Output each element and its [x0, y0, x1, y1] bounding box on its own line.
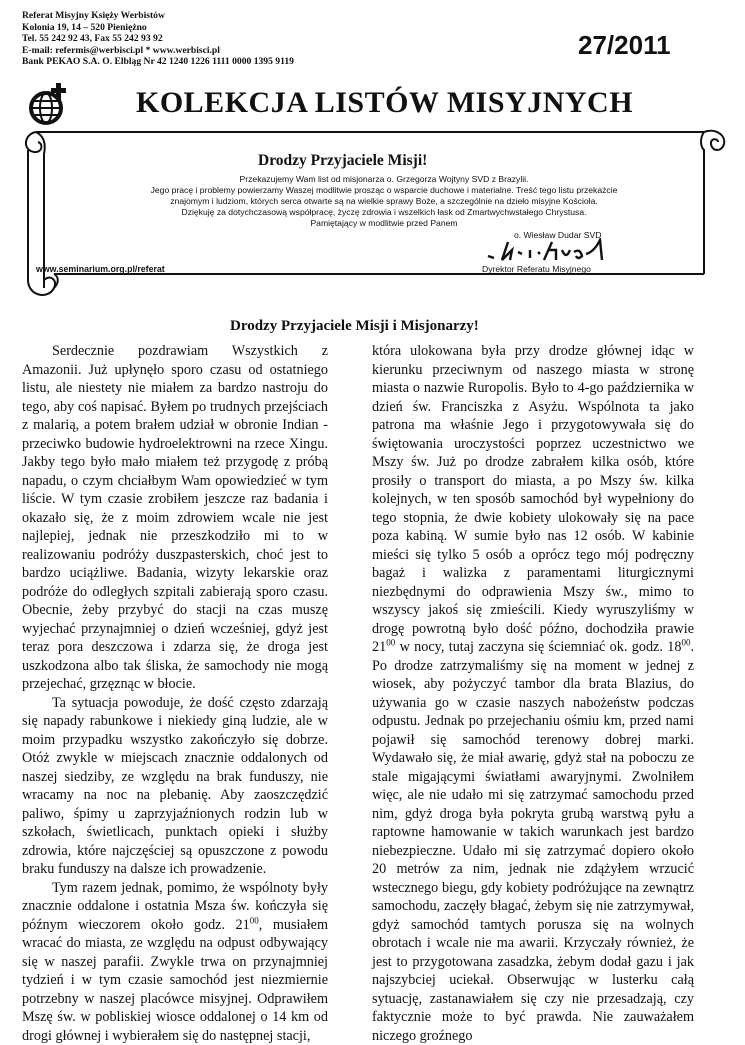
header-contact-block: [22, 10, 294, 68]
org-phone: Tel. 55 242 92 43, Fax 55 242 93 92: [22, 33, 294, 45]
intro-text: [84, 174, 684, 229]
org-address: Kolonia 19, 14 – 520 Pieniężno: [22, 22, 294, 34]
paragraph-text: . Po drodze zatrzymaliśmy się na moment w jednej z wiosek, aby pożyczyć tambor dla brata Blazius, do używania go w czasie naszych nabożeństw podczas odpustu. Jednak po przejechaniu ośmiu km, przed nami pojawił się samochód terenowy dobrej marki. Wydawało się, że miał awarię, gdyż stał na poboczu ze stale migającymi światłami awaryjnymi. Zwolniłem więc, ale nie udało mi się zatrzymać samochodu przed nim, gdyż droga była pokryta grubą warstwą pyłu a raptowne hamowanie w takich warunkach jest bardzo niebezpieczne. Udało mi się zatrzymać dopiero około 20 metrów za nim, jednak nie zdążyłem wrzucić wstecznego biegu, gdy kobiety podróżujące na zewnątrz samochodu, zaczęły błagać, żebym się nie zatrzymywał, gdyż samochód tamtych porusza się na wolnych obrotach i wcale nie ma awarii. Krzyczały również, że jest to przygotowana zasadzka, żebym dodał gazu i jak najszybciej uciekał. Obserwując w lusterku całą sytuację, zastanawiałem się czy nie przesadzają, czy faktycznie może to być prawda. Nie zauważałem niczego groźnego: [372, 639, 694, 1044]
intro-line: znajomym i ludziom, których serca otwarte są na wielkie sprawy Boże, a szczególnie na dzieło misyjne Kościoła.: [84, 196, 684, 207]
paragraph-text: która ulokowana była przy drodze głównej idąc w kierunku przeciwnym od naszego miasta w stronę miasta o nazwie Ruropolis. Było to 4-go października w dzień św. Franciszka z Asyżu. Wspólnota ta jako patrona ma właśnie Jego i przygotowywała się do świętowania uroczystości poprzez uczestnictwo we Mszy św. Już po drodze zabrałem kilka osób, które prosiły o transport do miasta, a po Mszy św. kilka kolejnych, w ten sposób samochód był wypełniony do tego stopnia, że dwie kobiety ulokowały się na pace poza kabiną. W sumie było nas 12 osób. W kabinie mieści się tylko 5 osób a oprócz tego mój podręczny bagaż i walizka z paramentami liturgicznymi niezbędnymi do odprawienia Mszy św., mimo to wszyscy jakoś się zmieścili. Kiedy wyruszyliśmy w drogę powrotną było dość późno, dochodziła prawie 21: [372, 343, 694, 655]
time-superscript: 00: [250, 915, 259, 925]
paragraph: Serdecznie pozdrawiam Wszystkich z Amazonii. Już upłynęło sporo czasu od ostatniego listu, ale niestety nie miałem za bardzo nastroju do tego, aby coś napisać. Byłem po trudnych przejściach z malarią, a potem brałem udział w obronie Indian - przeciwko budowie hydroelektrowni na rzece Xingu. Jakby tego było mało miałem też przygodę z próbą napadu, o czym chciałbym Wam opowiedzieć w tym liście. W tym czasie zrobiłem jeszcze raz badania i okazało się, że z moim zdrowiem wcale nie jest najlepiej, jednak nie przeszkodziło mi to w realizowaniu podróży duszpasterskich, choć jest to bardzo uciążliwe. Badania, wizyty lekarskie oraz podróże do odległych szpitali zabierają sporo czasu. Obecnie, żeby przybyć do stacji na czas muszę wyjechać przynajmniej o dzień wcześniej, gdyż jest teraz pora deszczowa i zdarza się, że droga jest uszkodzona albo tak śliska, że samochody nie mogą przejechać, grzęznąc w błocie.: [22, 342, 328, 694]
signature-role: Dyrektor Referatu Misyjnego: [482, 264, 591, 274]
paragraph: [22, 879, 328, 1045]
org-bank: Bank PEKAO S.A. O. Elbląg Nr 42 1240 1226 1111 0000 1395 9119: [22, 56, 294, 68]
paragraph-text: Tym razem jednak, pomimo, że wspólnoty były znacznie oddalone i ostatnia Msza św. kończyła się późnym wieczorem około godz. 21: [22, 880, 328, 933]
paragraph-text: , musiałem wracać do miasta, ze względu na odpust odbywający się w naszej parafii. Zwykle trwa on przynajmniej tydzień i w tym czasie samochód jest niezmiernie potrzebny w naszej placówce misyjnej. Odprawiłem Mszę św. w pobliskiej wiosce oddalonej o 14 km od drogi głównej i wybierałem się do następnej stacji,: [22, 917, 328, 1044]
intro-line: Jego pracę i problemy powierzamy Waszej modlitwie prosząc o wsparcie duchowe i materialne. Treść tego listu przekażcie: [84, 185, 684, 196]
org-name: Referat Misyjny Księży Werbistów: [22, 10, 294, 22]
intro-line: Przekazujemy Wam list od misjonarza o. Grzegorza Wojtyny SVD z Brazylii.: [84, 174, 684, 185]
org-email: E-mail: refermis@werbisci.pl * www.werbisci.pl: [22, 45, 294, 57]
issue-number: 27/2011: [578, 30, 671, 61]
intro-line: Pamiętający w modlitwie przed Panem: [84, 218, 684, 229]
letter-column-left: [22, 342, 328, 1045]
intro-line: Dziękuję za dotychczasową współpracę, życzę zdrowia i wszelkich łask od Zmartwychwstałego Chrystusa.: [84, 207, 684, 218]
paragraph: [372, 342, 694, 1045]
time-superscript: 00: [386, 637, 395, 647]
paragraph-text: w nocy, tutaj zaczyna się ściemniać ok. godz. 18: [395, 639, 681, 655]
handwritten-signature-icon: [482, 238, 632, 264]
page-title: KOLEKCJA LISTÓW MISYJNYCH: [136, 86, 633, 120]
intro-heading: Drodzy Przyjaciele Misji!: [258, 152, 427, 170]
paragraph: Ta sytuacja powoduje, że dość często zdarzają się napady rabunkowe i niekiedy giną ludzie, ale w moim przypadku wszystko zakończyło się dobrze. Otóż zwykle w miejscach znacznie oddalonych od naszej siedziby, ze względu na brak funduszy, nie wracamy na noc na plebanię. Aby zaoszczędzić paliwo, śpimy u zaprzyjaźnionych rodzin lub w szkołach, świetlicach, punktach opieki i służby zdrowia, które najczęściej są opuszczone z powodu braku funduszy na dalsze ich prowadzenie.: [22, 694, 328, 879]
time-superscript: 00: [681, 637, 690, 647]
letter-column-right: [372, 342, 694, 1045]
signature-name: o. Wiesław Dudar SVD: [514, 230, 601, 240]
website-link[interactable]: www.seminarium.org.pl/referat: [36, 264, 165, 274]
letter-heading: Drodzy Przyjaciele Misji i Misjonarzy!: [230, 318, 479, 335]
